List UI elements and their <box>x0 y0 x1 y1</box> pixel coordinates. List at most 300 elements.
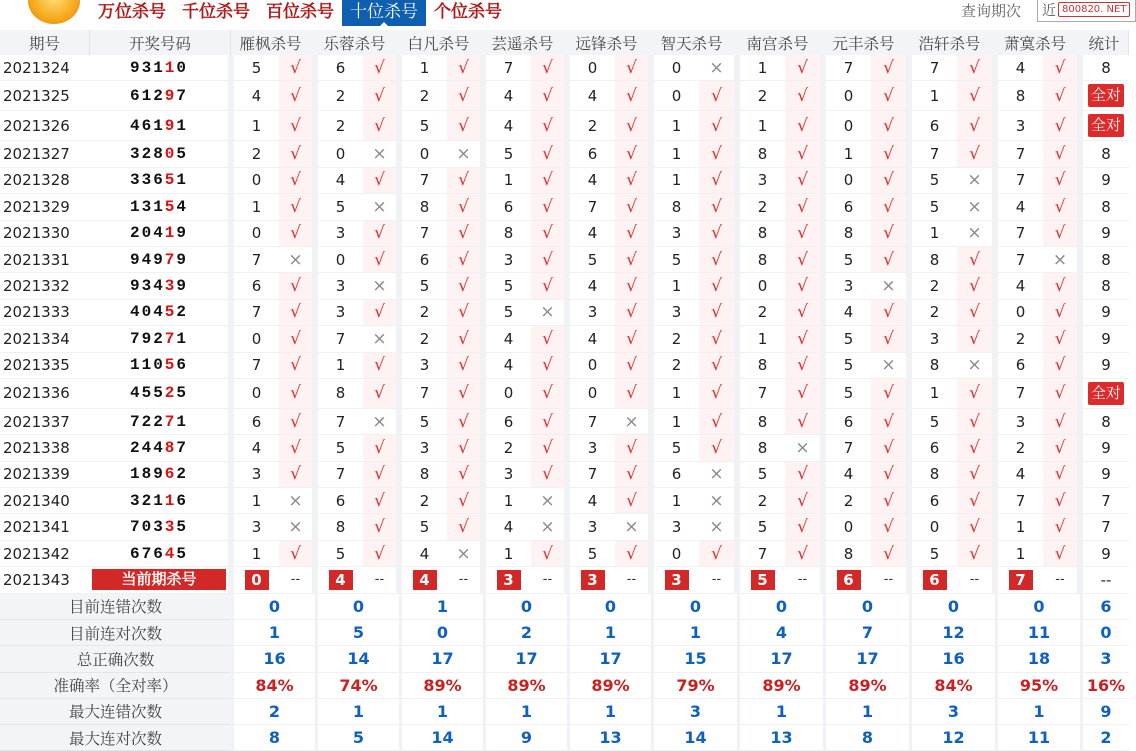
kill-number: 5 <box>909 168 957 194</box>
stat-cell: 8 <box>1080 141 1129 167</box>
check-icon: √ <box>871 326 909 352</box>
kill-number: 7 <box>995 488 1043 514</box>
check-icon: √ <box>279 81 315 111</box>
check-icon: √ <box>957 541 995 567</box>
check-icon: √ <box>363 55 399 81</box>
kill-number: 2 <box>823 488 871 514</box>
kill-number: 4 <box>483 81 531 111</box>
current-kill-cell <box>651 567 699 593</box>
check-icon: √ <box>957 81 995 111</box>
draw-digit-ones: 7 <box>176 438 189 457</box>
draw-digits-head: 131 <box>129 197 165 216</box>
draw-digits-head: 792 <box>129 329 165 348</box>
stat-cell: 7 <box>1080 488 1129 514</box>
summary-label: 总正确次数 <box>0 646 231 672</box>
summary-value: 2 <box>483 620 567 646</box>
draw-digits-head: 189 <box>129 465 165 484</box>
check-icon: √ <box>871 409 909 435</box>
cross-icon: × <box>531 300 567 326</box>
summary-value: 0 <box>651 594 737 620</box>
kill-number: 3 <box>567 300 615 326</box>
kill-number: 1 <box>483 541 531 567</box>
kill-number: 5 <box>399 273 447 299</box>
kill-number: 0 <box>567 379 615 409</box>
kill-number: 5 <box>909 409 957 435</box>
kill-number: 5 <box>651 435 699 461</box>
kill-number: 6 <box>909 488 957 514</box>
draw-number <box>90 353 231 379</box>
header-expert[interactable]: 南宫杀号 <box>737 30 823 55</box>
header-expert[interactable]: 浩轩杀号 <box>909 30 995 55</box>
draw-digit-tens: 7 <box>164 250 177 269</box>
check-icon: √ <box>531 141 567 167</box>
period-cell: 2021327 <box>0 141 90 167</box>
check-icon: √ <box>699 221 737 247</box>
kill-number: 7 <box>399 168 447 194</box>
summary-row <box>0 699 1129 725</box>
cross-icon: × <box>699 462 737 488</box>
stat-cell <box>1080 379 1129 409</box>
check-icon: √ <box>1043 300 1080 326</box>
cross-icon: × <box>447 541 483 567</box>
summary-value: 1 <box>823 699 909 725</box>
check-icon: √ <box>785 168 823 194</box>
header-expert[interactable]: 白凡杀号 <box>399 30 483 55</box>
current-kill-number: 3 <box>497 570 521 590</box>
draw-digits-head: 244 <box>129 438 165 457</box>
current-period: 2021343 <box>0 567 90 593</box>
kill-number: 1 <box>909 81 957 111</box>
kill-number: 0 <box>823 168 871 194</box>
summary-value: 14 <box>651 725 737 751</box>
check-icon: √ <box>957 435 995 461</box>
check-icon: √ <box>363 81 399 111</box>
summary-label: 最大连对次数 <box>0 725 231 751</box>
header-expert[interactable]: 芸遥杀号 <box>483 30 567 55</box>
summary-value: 89% <box>823 673 909 699</box>
check-icon: √ <box>957 273 995 299</box>
summary-value: 0 <box>995 594 1080 620</box>
header-period: 期号 <box>0 30 90 55</box>
query-period-select[interactable]: 近 <box>1037 0 1136 22</box>
kill-number: 6 <box>909 435 957 461</box>
table-row <box>0 55 1129 81</box>
current-kill-number: 0 <box>245 570 269 590</box>
header-expert[interactable]: 乐蓉杀号 <box>315 30 399 55</box>
summary-value: 17 <box>737 646 823 672</box>
check-icon: √ <box>871 168 909 194</box>
kill-number: 2 <box>399 81 447 111</box>
top-bar <box>0 0 1136 30</box>
kill-number: 7 <box>567 409 615 435</box>
kill-number: 8 <box>909 247 957 273</box>
kill-number: 3 <box>995 409 1043 435</box>
header-stat: 统计 <box>1080 30 1129 55</box>
period-cell: 2021331 <box>0 247 90 273</box>
cross-icon: × <box>957 194 995 220</box>
stat-cell: 8 <box>1080 55 1129 81</box>
tab-position-0[interactable]: 万位杀号 <box>98 2 166 22</box>
current-kill-cell <box>231 567 279 593</box>
kill-number: 1 <box>651 409 699 435</box>
check-icon: √ <box>531 462 567 488</box>
draw-digits-head: 204 <box>129 224 165 243</box>
check-icon: √ <box>615 541 651 567</box>
current-stat: -- <box>1080 567 1129 593</box>
check-icon: √ <box>1043 273 1080 299</box>
summary-value: 0 <box>483 594 567 620</box>
tab-position-3[interactable]: 十位杀号 <box>342 0 426 26</box>
summary-value: 95% <box>995 673 1080 699</box>
check-icon: √ <box>785 55 823 81</box>
kill-number: 1 <box>909 221 957 247</box>
check-icon: √ <box>699 379 737 409</box>
check-icon: √ <box>957 247 995 273</box>
check-icon: √ <box>279 141 315 167</box>
check-icon: √ <box>279 379 315 409</box>
check-icon: √ <box>447 462 483 488</box>
kill-number: 8 <box>995 81 1043 111</box>
header-expert[interactable]: 元丰杀号 <box>823 30 909 55</box>
kill-number: 0 <box>909 514 957 540</box>
cross-icon: × <box>957 221 995 247</box>
check-icon: √ <box>615 326 651 352</box>
kill-number: 7 <box>567 194 615 220</box>
current-kill-number: 5 <box>751 570 775 590</box>
stat-cell: 9 <box>1080 168 1129 194</box>
kill-number: 1 <box>651 379 699 409</box>
tab-position-4[interactable]: 个位杀号 <box>434 2 502 22</box>
kill-number: 5 <box>231 55 279 81</box>
summary-value: 1 <box>399 699 483 725</box>
summary-value: 3 <box>1080 646 1129 672</box>
table-row <box>0 168 1129 194</box>
check-icon: √ <box>447 409 483 435</box>
period-cell: 2021336 <box>0 379 90 409</box>
check-icon: √ <box>363 462 399 488</box>
pending-result: -- <box>447 567 483 593</box>
kill-number: 0 <box>231 168 279 194</box>
check-icon: √ <box>279 541 315 567</box>
kill-number: 3 <box>651 221 699 247</box>
check-icon: √ <box>615 435 651 461</box>
stat-cell: 9 <box>1080 300 1129 326</box>
check-icon: √ <box>615 353 651 379</box>
kill-number: 5 <box>399 514 447 540</box>
header-expert[interactable]: 智天杀号 <box>651 30 737 55</box>
summary-value: 2 <box>231 699 315 725</box>
check-icon: √ <box>785 326 823 352</box>
kill-number: 1 <box>737 326 785 352</box>
stat-cell: 9 <box>1080 353 1129 379</box>
check-icon: √ <box>1043 435 1080 461</box>
kill-number: 6 <box>315 55 363 81</box>
check-icon: √ <box>871 488 909 514</box>
current-kill-cell <box>737 567 785 593</box>
kill-number: 4 <box>995 273 1043 299</box>
period-cell: 2021334 <box>0 326 90 352</box>
cross-icon: × <box>279 514 315 540</box>
kill-number: 1 <box>651 168 699 194</box>
kill-number: 5 <box>567 247 615 273</box>
cross-icon: × <box>871 273 909 299</box>
kill-number: 7 <box>995 247 1043 273</box>
kill-number: 2 <box>399 300 447 326</box>
kill-number: 3 <box>231 462 279 488</box>
kill-number: 0 <box>231 326 279 352</box>
stat-cell: 7 <box>1080 514 1129 540</box>
check-icon: √ <box>957 111 995 141</box>
pending-result: -- <box>363 567 399 593</box>
table-row <box>0 194 1129 220</box>
kill-number: 2 <box>995 326 1043 352</box>
check-icon: √ <box>699 168 737 194</box>
stat-cell: 9 <box>1080 326 1129 352</box>
kill-number: 1 <box>483 488 531 514</box>
draw-digit-tens: 1 <box>164 224 177 243</box>
kill-number: 4 <box>823 462 871 488</box>
kill-number: 0 <box>567 353 615 379</box>
table-row <box>0 221 1129 247</box>
summary-value: 74% <box>315 673 399 699</box>
summary-label: 目前连错次数 <box>0 594 231 620</box>
summary-value: 17 <box>567 646 651 672</box>
check-icon: √ <box>957 409 995 435</box>
summary-value: 15 <box>651 646 737 672</box>
kill-number: 1 <box>483 168 531 194</box>
kill-number: 7 <box>995 168 1043 194</box>
kill-number: 4 <box>995 462 1043 488</box>
summary-value: 79% <box>651 673 737 699</box>
draw-digit-tens: 6 <box>164 465 177 484</box>
check-icon: √ <box>785 409 823 435</box>
draw-digits-head: 455 <box>129 384 165 403</box>
summary-value: 0 <box>909 594 995 620</box>
summary-row <box>0 594 1129 620</box>
kill-number: 3 <box>399 353 447 379</box>
draw-digits-head: 321 <box>129 491 165 510</box>
check-icon: √ <box>279 55 315 81</box>
summary-row <box>0 725 1129 751</box>
kill-number: 1 <box>231 194 279 220</box>
current-kill-number: 7 <box>1009 570 1033 590</box>
kill-number: 7 <box>315 462 363 488</box>
summary-value: 84% <box>909 673 995 699</box>
check-icon: √ <box>785 462 823 488</box>
check-icon: √ <box>871 81 909 111</box>
period-cell: 2021338 <box>0 435 90 461</box>
kill-number: 2 <box>737 81 785 111</box>
kill-number: 2 <box>399 326 447 352</box>
header-expert[interactable]: 萧寞杀号 <box>995 30 1080 55</box>
summary-value: 0 <box>231 594 315 620</box>
kill-number: 6 <box>823 194 871 220</box>
stat-cell: 8 <box>1080 247 1129 273</box>
kill-number: 3 <box>651 300 699 326</box>
current-kill-cell <box>399 567 447 593</box>
cross-icon: × <box>615 409 651 435</box>
check-icon: √ <box>871 194 909 220</box>
kill-number: 0 <box>315 141 363 167</box>
summary-value: 2 <box>1080 725 1129 751</box>
summary-value: 0 <box>315 594 399 620</box>
check-icon: √ <box>1043 55 1080 81</box>
kill-number: 3 <box>909 326 957 352</box>
summary-value: 17 <box>823 646 909 672</box>
draw-digit-ones: 6 <box>176 491 189 510</box>
check-icon: √ <box>447 273 483 299</box>
cross-icon: × <box>363 326 399 352</box>
draw-digit-tens: 3 <box>164 518 177 537</box>
draw-number <box>90 247 231 273</box>
pending-result: -- <box>871 567 909 593</box>
table-row <box>0 141 1129 167</box>
check-icon: √ <box>1043 514 1080 540</box>
check-icon: √ <box>699 273 737 299</box>
stat-cell: 9 <box>1080 435 1129 461</box>
check-icon: √ <box>615 141 651 167</box>
kill-number: 5 <box>651 247 699 273</box>
site-watermark: 800820. NET <box>1058 2 1130 17</box>
summary-value: 16 <box>909 646 995 672</box>
draw-number <box>90 55 231 81</box>
kill-number: 3 <box>315 221 363 247</box>
kill-number: 0 <box>995 300 1043 326</box>
all-correct-badge: 全对 <box>1088 114 1124 137</box>
kill-number: 7 <box>231 353 279 379</box>
check-icon: √ <box>871 379 909 409</box>
check-icon: √ <box>447 379 483 409</box>
draw-digit-tens: 5 <box>164 303 177 322</box>
draw-digit-tens: 4 <box>164 544 177 563</box>
kill-number: 8 <box>315 514 363 540</box>
kill-number: 8 <box>737 141 785 167</box>
kill-number: 7 <box>995 379 1043 409</box>
draw-digits-head: 612 <box>129 86 165 105</box>
table-row <box>0 273 1129 299</box>
kill-number: 3 <box>315 273 363 299</box>
kill-number: 3 <box>737 168 785 194</box>
check-icon: √ <box>1043 326 1080 352</box>
summary-value: 7 <box>823 620 909 646</box>
draw-digit-ones: 1 <box>176 329 189 348</box>
check-icon: √ <box>957 141 995 167</box>
current-kill-label: 当前期杀号 <box>92 569 226 590</box>
kill-number: 1 <box>995 514 1043 540</box>
check-icon: √ <box>279 273 315 299</box>
check-icon: √ <box>957 379 995 409</box>
summary-value: 12 <box>909 725 995 751</box>
check-icon: √ <box>699 111 737 141</box>
kill-number: 2 <box>909 273 957 299</box>
check-icon: √ <box>699 409 737 435</box>
check-icon: √ <box>363 541 399 567</box>
kill-number: 7 <box>995 221 1043 247</box>
draw-digits-head: 336 <box>129 171 165 190</box>
kill-number: 6 <box>315 488 363 514</box>
draw-digit-ones: 5 <box>176 384 189 403</box>
summary-value: 13 <box>737 725 823 751</box>
current-kill-cell <box>823 567 871 593</box>
summary-value: 6 <box>1080 594 1129 620</box>
cross-icon: × <box>699 55 737 81</box>
check-icon: √ <box>615 379 651 409</box>
tab-position-1[interactable]: 千位杀号 <box>182 2 250 22</box>
kill-number: 1 <box>651 488 699 514</box>
cross-icon: × <box>699 488 737 514</box>
tab-position-2[interactable]: 百位杀号 <box>266 2 334 22</box>
table-row <box>0 247 1129 273</box>
summary-value: 3 <box>909 699 995 725</box>
check-icon: √ <box>447 247 483 273</box>
check-icon: √ <box>447 55 483 81</box>
check-icon: √ <box>531 247 567 273</box>
kill-number: 1 <box>651 111 699 141</box>
kill-number: 7 <box>315 409 363 435</box>
kill-number: 5 <box>315 435 363 461</box>
check-icon: √ <box>871 141 909 167</box>
header-expert[interactable]: 远锋杀号 <box>567 30 651 55</box>
kill-number: 2 <box>315 111 363 141</box>
kill-number: 8 <box>737 409 785 435</box>
period-cell: 2021340 <box>0 488 90 514</box>
table-row <box>0 514 1129 540</box>
summary-value: 16% <box>1080 673 1129 699</box>
kill-number: 0 <box>567 55 615 81</box>
check-icon: √ <box>531 353 567 379</box>
query-label: 查询期次 <box>961 2 1022 20</box>
kill-number: 0 <box>315 247 363 273</box>
draw-digit-ones: 7 <box>176 86 189 105</box>
kill-number: 6 <box>231 409 279 435</box>
draw-digit-ones: 1 <box>176 116 189 135</box>
kill-number: 0 <box>231 221 279 247</box>
cross-icon: × <box>699 514 737 540</box>
kill-number: 5 <box>399 409 447 435</box>
kill-number: 6 <box>909 111 957 141</box>
check-icon: √ <box>957 514 995 540</box>
position-tabs <box>90 0 510 26</box>
draw-number <box>90 379 231 409</box>
kill-number: 2 <box>651 326 699 352</box>
kill-number: 2 <box>995 435 1043 461</box>
period-cell: 2021339 <box>0 462 90 488</box>
check-icon: √ <box>447 326 483 352</box>
summary-value: 8 <box>823 725 909 751</box>
draw-digit-ones: 4 <box>176 197 189 216</box>
check-icon: √ <box>871 111 909 141</box>
kill-number: 5 <box>823 353 871 379</box>
summary-value: 0 <box>823 594 909 620</box>
check-icon: √ <box>531 55 567 81</box>
check-icon: √ <box>1043 462 1080 488</box>
kill-number: 2 <box>909 300 957 326</box>
draw-number <box>90 300 231 326</box>
kill-number: 3 <box>399 435 447 461</box>
check-icon: √ <box>615 488 651 514</box>
summary-label: 目前连对次数 <box>0 620 231 646</box>
current-kill-cell <box>995 567 1043 593</box>
check-icon: √ <box>699 247 737 273</box>
kill-number: 7 <box>995 141 1043 167</box>
pending-result: -- <box>785 567 823 593</box>
header-expert[interactable]: 雁枫杀号 <box>231 30 315 55</box>
period-cell: 2021335 <box>0 353 90 379</box>
draw-digit-tens: 5 <box>164 356 177 375</box>
check-icon: √ <box>1043 409 1080 435</box>
check-icon: √ <box>699 81 737 111</box>
check-icon: √ <box>785 247 823 273</box>
